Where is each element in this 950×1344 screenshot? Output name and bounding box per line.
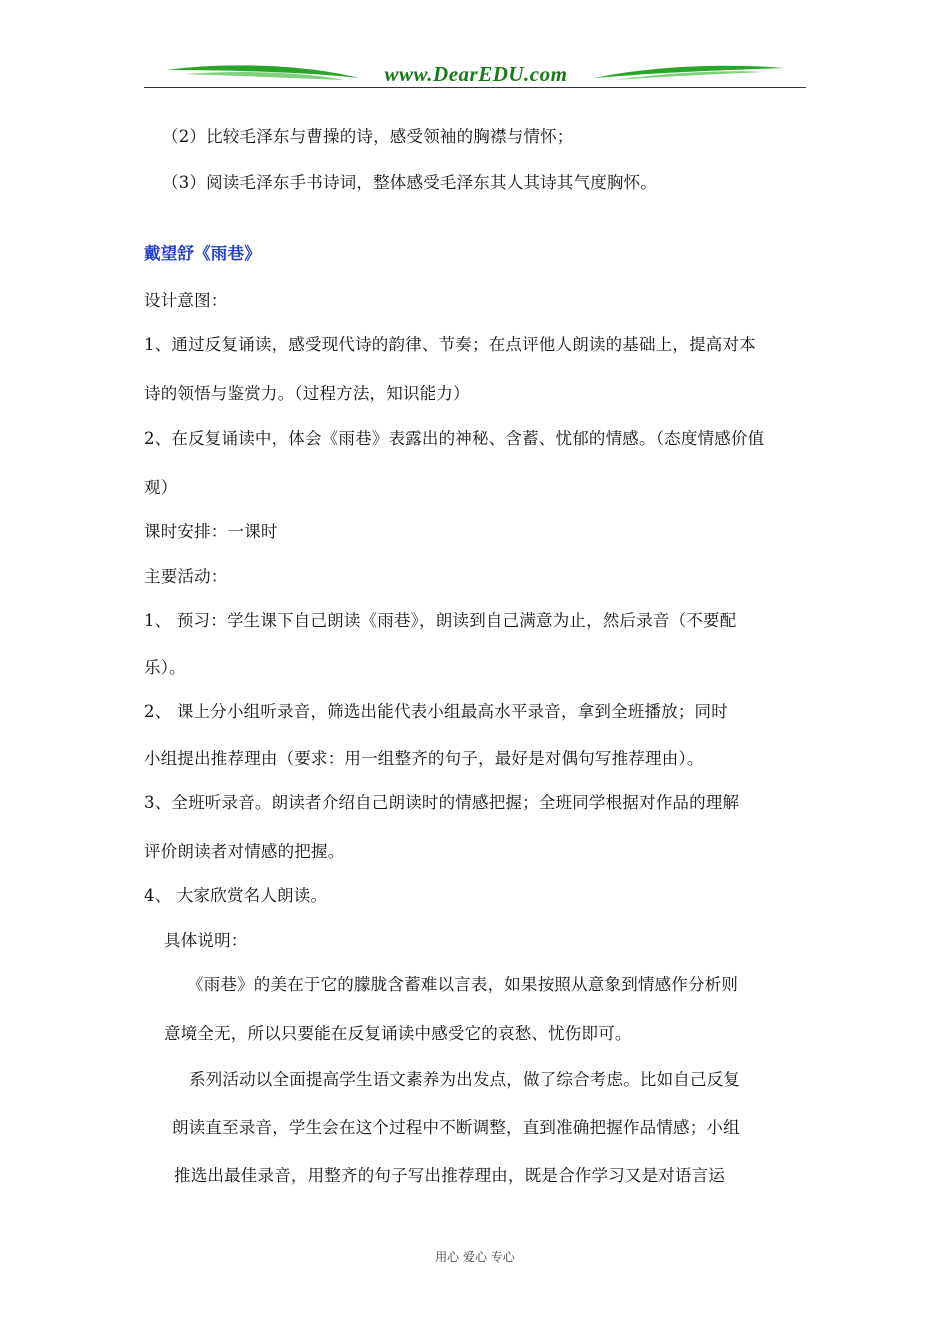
objective-item-2: （2）比较毛泽东与曹操的诗，感受领袖的胸襟与情怀；: [162, 127, 574, 146]
goal-1-line-1: 1、通过反复诵读，感受现代诗的韵律、节奏；在点评他人朗读的基础上，提高对本: [144, 335, 756, 354]
page-header: [144, 58, 806, 90]
goal-2-line-1: 2、在反复诵读中，体会《雨巷》表露出的神秘、含蓄、忧郁的情感。（态度情感价值: [144, 429, 765, 448]
activity-2-line-2: 小组提出推荐理由（要求：用一组整齐的句子，最好是对偶句写推荐理由）。: [144, 749, 704, 768]
detail-1-line-2: 意境全无，所以只要能在反复诵读中感受它的哀愁、忧伤即可。: [164, 1024, 632, 1043]
activity-3-line-1: 3、全班听录音。朗读者介绍自己朗读时的情感把握；全班同学根据对作品的理解: [144, 793, 740, 812]
activity-3-line-2: 评价朗读者对情感的把握。: [144, 842, 345, 861]
page-footer: 用心 爱心 专心: [435, 1250, 515, 1264]
detail-2-line-3: 推选出最佳录音，用整齐的句子写出推荐理由，既是合作学习又是对语言运: [174, 1166, 726, 1185]
detail-2-line-1: 系列活动以全面提高学生语文素养为出发点，做了综合考虑。比如自己反复: [189, 1070, 741, 1089]
detail-1-line-1: 《雨巷》的美在于它的朦胧含蓄难以言表，如果按照从意象到情感作分析则: [187, 975, 739, 994]
schedule-text: 课时安排：一课时: [144, 522, 278, 541]
section-title: 戴望舒《雨巷》: [144, 244, 261, 263]
goal-1-line-2: 诗的领悟与鉴赏力。（过程方法，知识能力）: [144, 384, 470, 403]
detail-label: 具体说明：: [164, 931, 248, 950]
activity-4: 4、 大家欣赏名人朗读。: [144, 886, 328, 905]
header-rule: [144, 87, 806, 88]
activity-1-line-2: 乐）。: [144, 658, 186, 677]
goal-2-line-2: 观）: [144, 478, 178, 497]
objective-item-3: （3）阅读毛泽东手书诗词，整体感受毛泽东其人其诗其气度胸怀。: [162, 173, 657, 192]
design-label: 设计意图：: [144, 291, 228, 310]
activity-2-line-1: 2、 课上分小组听录音，筛选出能代表小组最高水平录音，拿到全班播放；同时: [144, 702, 728, 721]
detail-2-line-2: 朗读直至录音，学生会在这个过程中不断调整，直到准确把握作品情感；小组: [172, 1118, 740, 1137]
site-url: www.DearEDU.com: [384, 62, 568, 86]
activity-1-line-1: 1、 预习：学生课下自己朗读《雨巷》，朗读到自己满意为止，然后录音（不要配: [144, 611, 737, 630]
activities-label: 主要活动：: [144, 567, 228, 586]
